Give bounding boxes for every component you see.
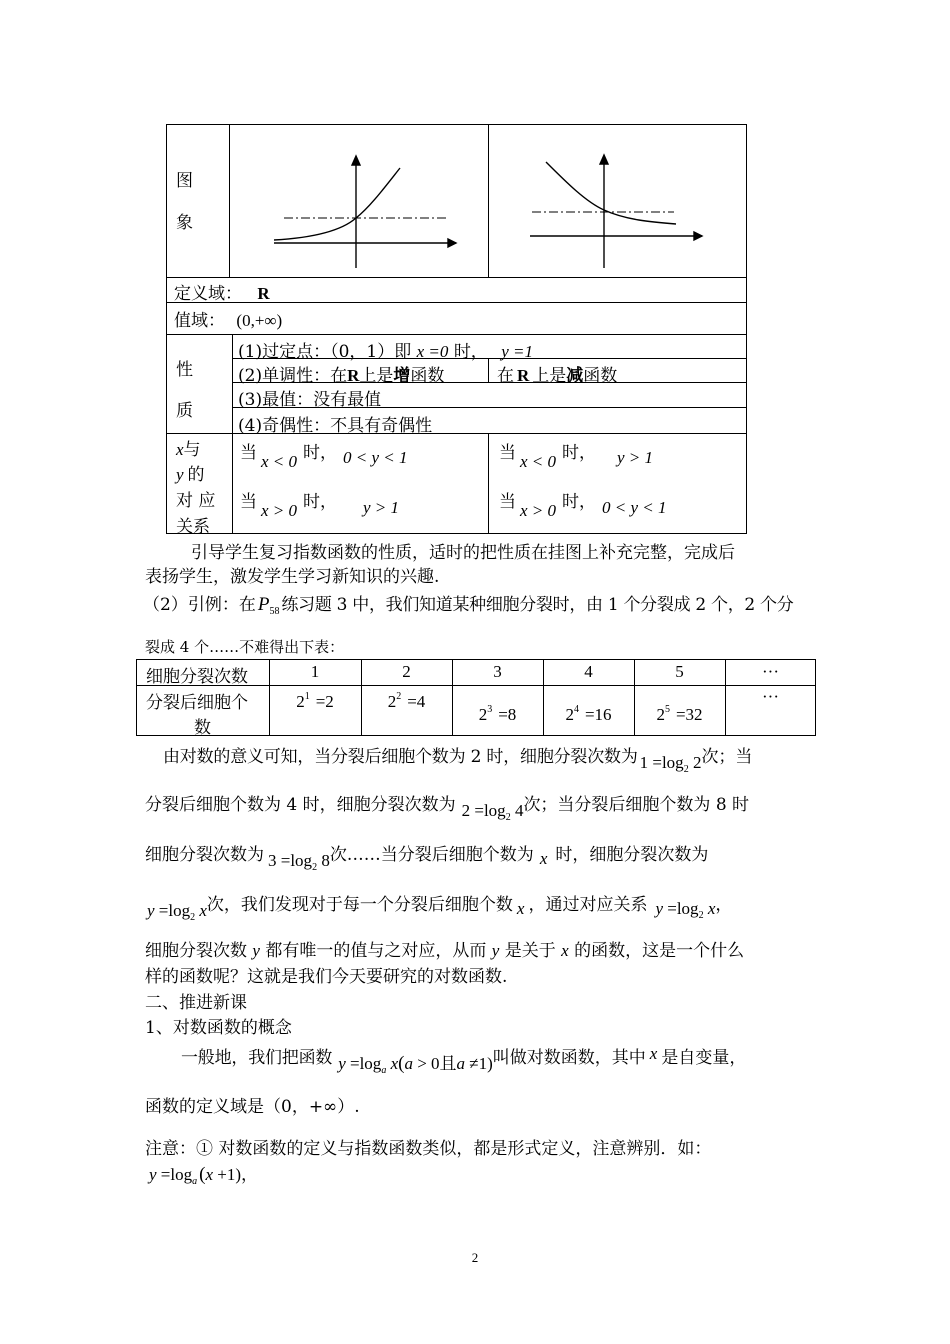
cell-count-cell: $2^4 =16$ [565, 704, 612, 724]
property-fixed-point: (1)过定点：（0，1）即 x =0 时， y =1 [238, 342, 533, 362]
correspondence-shi: 时， [303, 492, 337, 512]
division-count-cell: 2 [402, 662, 411, 681]
correspondence-shi: 时， [562, 443, 596, 463]
correspondence-left-cond-2: x > 0 [261, 501, 298, 520]
correspondence-left-cond-1: x < 0 [261, 452, 298, 471]
row-header-cell-count: 分裂后细胞个 [146, 693, 248, 713]
division-count-cell: 5 [675, 662, 684, 681]
subsection-heading: 1、对数函数的概念 [145, 1018, 292, 1038]
division-count-cell: 1 [310, 662, 320, 681]
paragraph-log-definition: 一般地，我们把函数 $y =\log_a$ x(a > 0且a ≠1)叫做对数函数，其中 x 是自变量， [181, 1044, 747, 1076]
correspondence-right-val-1: y > 1 [617, 448, 654, 467]
section-heading: 二、推进新课 [145, 993, 247, 1013]
division-count-cell: 3 [493, 662, 502, 681]
paragraph-note: 注意：① 对数函数的定义与指数函数类似，都是形式定义，注意辨别．如： [145, 1139, 712, 1159]
correspondence-left-val-2: y > 1 [363, 498, 400, 517]
paragraph-review-cont: 表扬学生，激发学生学习新知识的兴趣. [145, 567, 440, 587]
cell-count-ellipsis: ··· [762, 687, 779, 706]
cell-count-cell: $2^2 =4$ [387, 691, 426, 711]
property-parity: (4)奇偶性：不具有奇偶性 [238, 416, 433, 436]
property-monotonicity-decreasing: 在 R 上是减函数 [497, 366, 618, 386]
graph-increasing-exponential [270, 152, 460, 272]
domain-value: R [257, 284, 270, 303]
paragraph-example-cont: 裂成 4 个……不难得出下表： [145, 638, 345, 656]
paragraph-log-meaning-5: 细胞分裂次数 y 都有唯一的值与之对应，从而 y 是关于 x 的函数，这是一个什么 [145, 941, 745, 961]
paragraph-domain: 函数的定义域是（0，+∞）. [145, 1097, 360, 1117]
cell-division-table [136, 659, 816, 736]
correspondence-shi: 时， [303, 443, 337, 463]
correspondence-label: 对 应 [176, 491, 216, 511]
paragraph-example: （2）引例：在 $P_{58}$ 练习题 3 中，我们知道某种细胞分裂时，由 1 个分裂成 2 个，2 个分 [143, 594, 794, 617]
domain-label: 定义域： R [174, 284, 270, 304]
property-monotonicity: (2)单调性：在R上是增函数 [238, 366, 445, 386]
paragraph-log-meaning-2: 分裂后细胞个数为 4 时，细胞分裂次数为 $2 =\log_2$ 4次；当分裂后细胞个数为 8 时 [145, 795, 750, 823]
correspondence-left-1: 当 [240, 443, 257, 463]
page-number: 2 [471, 1250, 479, 1265]
paragraph-log-meaning-3: 细胞分裂次数为 $3 =\log_2$ 8次……当分裂后细胞个数为 x 时，细胞分裂次数为 [145, 845, 709, 873]
correspondence-right-cond-2: x > 0 [520, 501, 557, 520]
properties-label: 性 [176, 360, 193, 380]
graph-label: 象 [176, 213, 193, 233]
graph-label: 图 [176, 171, 193, 191]
properties-label: 质 [176, 401, 193, 421]
row-header-division-count: 细胞分裂次数 [146, 667, 248, 687]
exponential-properties-table [166, 124, 747, 537]
correspondence-right-1: 当 [499, 443, 516, 463]
row-header-cell-count: 数 [194, 718, 211, 738]
correspondence-right-cond-1: x < 0 [520, 452, 557, 471]
range-value: (0,+∞) [236, 311, 283, 330]
cell-count-cell: $2^5 =32$ [656, 704, 703, 724]
cell-count-cell: $2^1 =2$ [296, 691, 334, 711]
division-count-cell: 4 [584, 662, 593, 681]
paragraph-review: 引导学生复习指数函数的性质，适时的把性质在挂图上补充完整，完成后 [191, 543, 735, 563]
correspondence-shi: 时， [562, 492, 596, 512]
correspondence-left-2: 当 [240, 492, 257, 512]
range-label: 值域： (0,+∞) [174, 311, 283, 331]
paragraph-log-meaning-6: 样的函数呢？这就是我们今天要研究的对数函数. [145, 967, 508, 987]
correspondence-label: x与 [176, 440, 201, 460]
correspondence-label: 关系 [176, 517, 210, 537]
paragraph-log-meaning-4: $y =\log_2$ x次，我们发现对于每一个分裂后细胞个数 x ，通过对应关系 $y =\log_2$ x， [147, 895, 733, 923]
paragraph-log-meaning: 由对数的意义可知，当分裂后细胞个数为 2 时，细胞分裂次数为 $1 =\log_2$ 2次；当 [163, 747, 753, 775]
cell-count-cell: $2^3 =8$ [478, 704, 517, 724]
division-count-cell: ··· [762, 662, 779, 681]
correspondence-left-val-1: 0 < y < 1 [343, 448, 408, 467]
property-extremum: (3)最值：没有最值 [238, 390, 382, 410]
correspondence-label: y 的 [176, 465, 205, 485]
correspondence-right-2: 当 [499, 492, 516, 512]
correspondence-right-val-2: 0 < y < 1 [602, 498, 667, 517]
graph-decreasing-exponential [526, 152, 706, 272]
paragraph-note-example: $y =\log_a$ (x +1)， [149, 1164, 258, 1187]
